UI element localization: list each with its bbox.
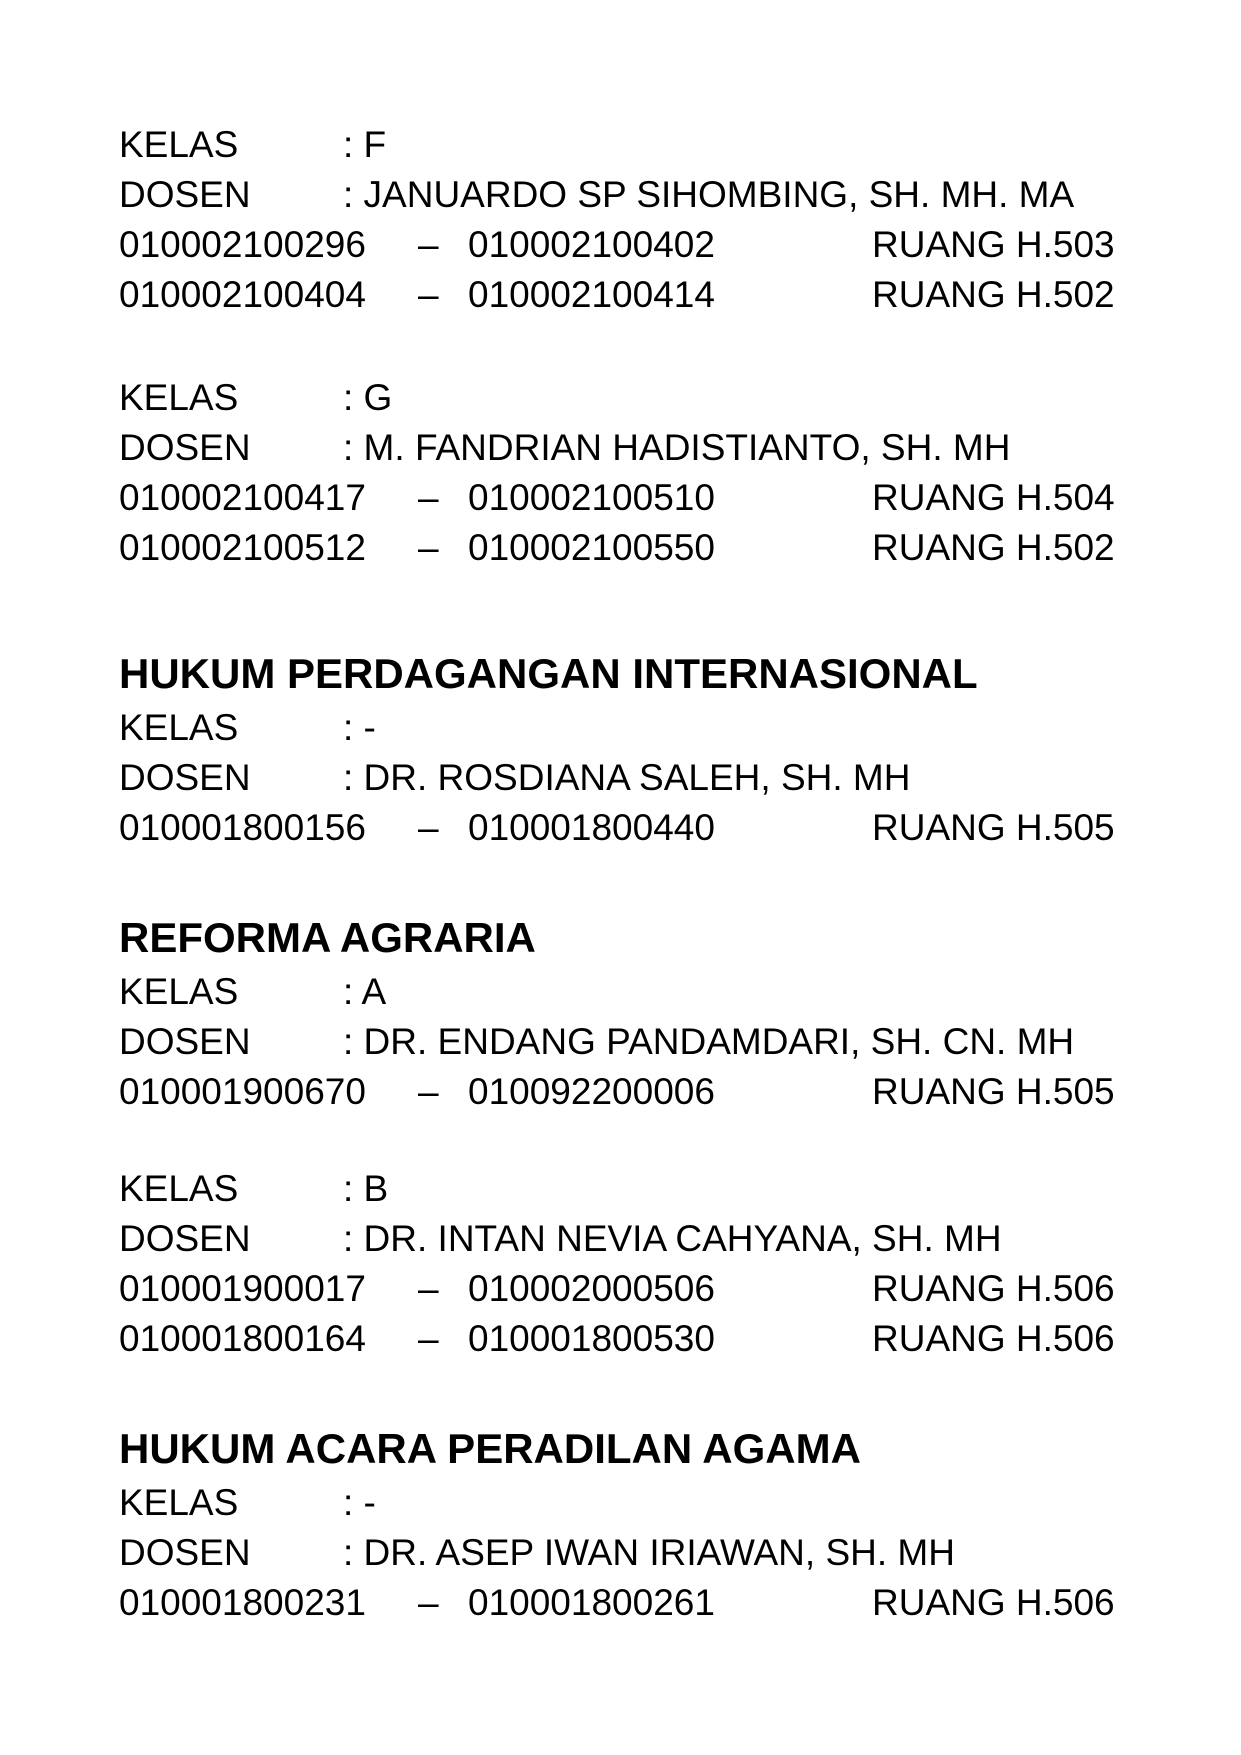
course-title: HUKUM ACARA PERADILAN AGAMA xyxy=(119,1425,861,1472)
kelas-label: KELAS xyxy=(119,1482,239,1523)
dosen-row xyxy=(0,170,1241,220)
dosen-row xyxy=(0,1017,1241,1067)
dosen-value: : DR. ENDANG PANDAMDARI, SH. CN. MH xyxy=(343,1021,1075,1062)
range-dash: – xyxy=(418,807,439,848)
kelas-row xyxy=(0,967,1241,1017)
range-from: 010002100417 xyxy=(119,477,366,518)
range-dash: – xyxy=(418,527,439,568)
range-to: 010001800261 xyxy=(468,1582,715,1623)
range-row xyxy=(0,1314,1241,1364)
room-label: RUANG H.506 xyxy=(872,1582,1115,1623)
range-dash: – xyxy=(418,274,439,315)
dosen-value: : DR. ASEP IWAN IRIAWAN, SH. MH xyxy=(343,1532,955,1573)
dosen-value: : DR. INTAN NEVIA CAHYANA, SH. MH xyxy=(343,1218,1002,1259)
dosen-value: : DR. ROSDIANA SALEH, SH. MH xyxy=(343,757,911,798)
range-dash: – xyxy=(418,477,439,518)
room-label: RUANG H.505 xyxy=(872,1071,1115,1112)
range-to: 010002100550 xyxy=(468,527,715,568)
range-dash: – xyxy=(418,1318,439,1359)
room-label: RUANG H.506 xyxy=(872,1268,1115,1309)
kelas-row xyxy=(0,120,1241,170)
range-row xyxy=(0,220,1241,270)
room-label: RUANG H.502 xyxy=(872,527,1115,568)
kelas-value: : - xyxy=(343,707,376,748)
range-from: 010001800164 xyxy=(119,1318,366,1359)
range-dash: – xyxy=(418,224,439,265)
kelas-label: KELAS xyxy=(119,124,239,165)
kelas-label: KELAS xyxy=(119,377,239,418)
range-from: 010002100404 xyxy=(119,274,366,315)
range-from: 010001800156 xyxy=(119,807,366,848)
kelas-value: : A xyxy=(343,971,387,1012)
dosen-row xyxy=(0,753,1241,803)
kelas-label: KELAS xyxy=(119,707,239,748)
range-row xyxy=(0,1067,1241,1117)
dosen-row xyxy=(0,1528,1241,1578)
kelas-value: : G xyxy=(343,377,393,418)
room-label: RUANG H.504 xyxy=(872,477,1115,518)
dosen-label: DOSEN xyxy=(119,1021,251,1062)
range-row xyxy=(0,473,1241,523)
room-label: RUANG H.502 xyxy=(872,274,1115,315)
kelas-value: : F xyxy=(343,124,387,165)
range-from: 010001800231 xyxy=(119,1582,366,1623)
range-to: 010002100414 xyxy=(468,274,715,315)
kelas-label: KELAS xyxy=(119,971,239,1012)
range-row xyxy=(0,1264,1241,1314)
dosen-label: DOSEN xyxy=(119,757,251,798)
dosen-row xyxy=(0,1214,1241,1264)
range-row xyxy=(0,270,1241,320)
range-dash: – xyxy=(418,1582,439,1623)
range-to: 010001800440 xyxy=(468,807,715,848)
dosen-label: DOSEN xyxy=(119,174,251,215)
range-row xyxy=(0,1578,1241,1628)
range-row xyxy=(0,523,1241,573)
dosen-label: DOSEN xyxy=(119,427,251,468)
range-to: 010092200006 xyxy=(468,1071,715,1112)
room-label: RUANG H.506 xyxy=(872,1318,1115,1359)
range-from: 010001900670 xyxy=(119,1071,366,1112)
kelas-row xyxy=(0,1164,1241,1214)
course-title: REFORMA AGRARIA xyxy=(119,914,536,961)
course-title: HUKUM PERDAGANGAN INTERNASIONAL xyxy=(119,650,978,697)
range-dash: – xyxy=(418,1071,439,1112)
range-to: 010001800530 xyxy=(468,1318,715,1359)
range-from: 010002100296 xyxy=(119,224,366,265)
dosen-row xyxy=(0,423,1241,473)
room-label: RUANG H.503 xyxy=(872,224,1115,265)
kelas-value: : - xyxy=(343,1482,376,1523)
range-to: 010002100402 xyxy=(468,224,715,265)
dosen-value: : M. FANDRIAN HADISTIANTO, SH. MH xyxy=(343,427,1011,468)
range-dash: – xyxy=(418,1268,439,1309)
kelas-label: KELAS xyxy=(119,1168,239,1209)
range-row xyxy=(0,803,1241,853)
range-from: 010001900017 xyxy=(119,1268,366,1309)
range-from: 010002100512 xyxy=(119,527,366,568)
dosen-value: : JANUARDO SP SIHOMBING, SH. MH. MA xyxy=(343,174,1075,215)
kelas-row xyxy=(0,373,1241,423)
kelas-row xyxy=(0,703,1241,753)
kelas-row xyxy=(0,1478,1241,1528)
kelas-value: : B xyxy=(343,1168,389,1209)
room-label: RUANG H.505 xyxy=(872,807,1115,848)
dosen-label: DOSEN xyxy=(119,1218,251,1259)
range-to: 010002000506 xyxy=(468,1268,715,1309)
range-to: 010002100510 xyxy=(468,477,715,518)
dosen-label: DOSEN xyxy=(119,1532,251,1573)
